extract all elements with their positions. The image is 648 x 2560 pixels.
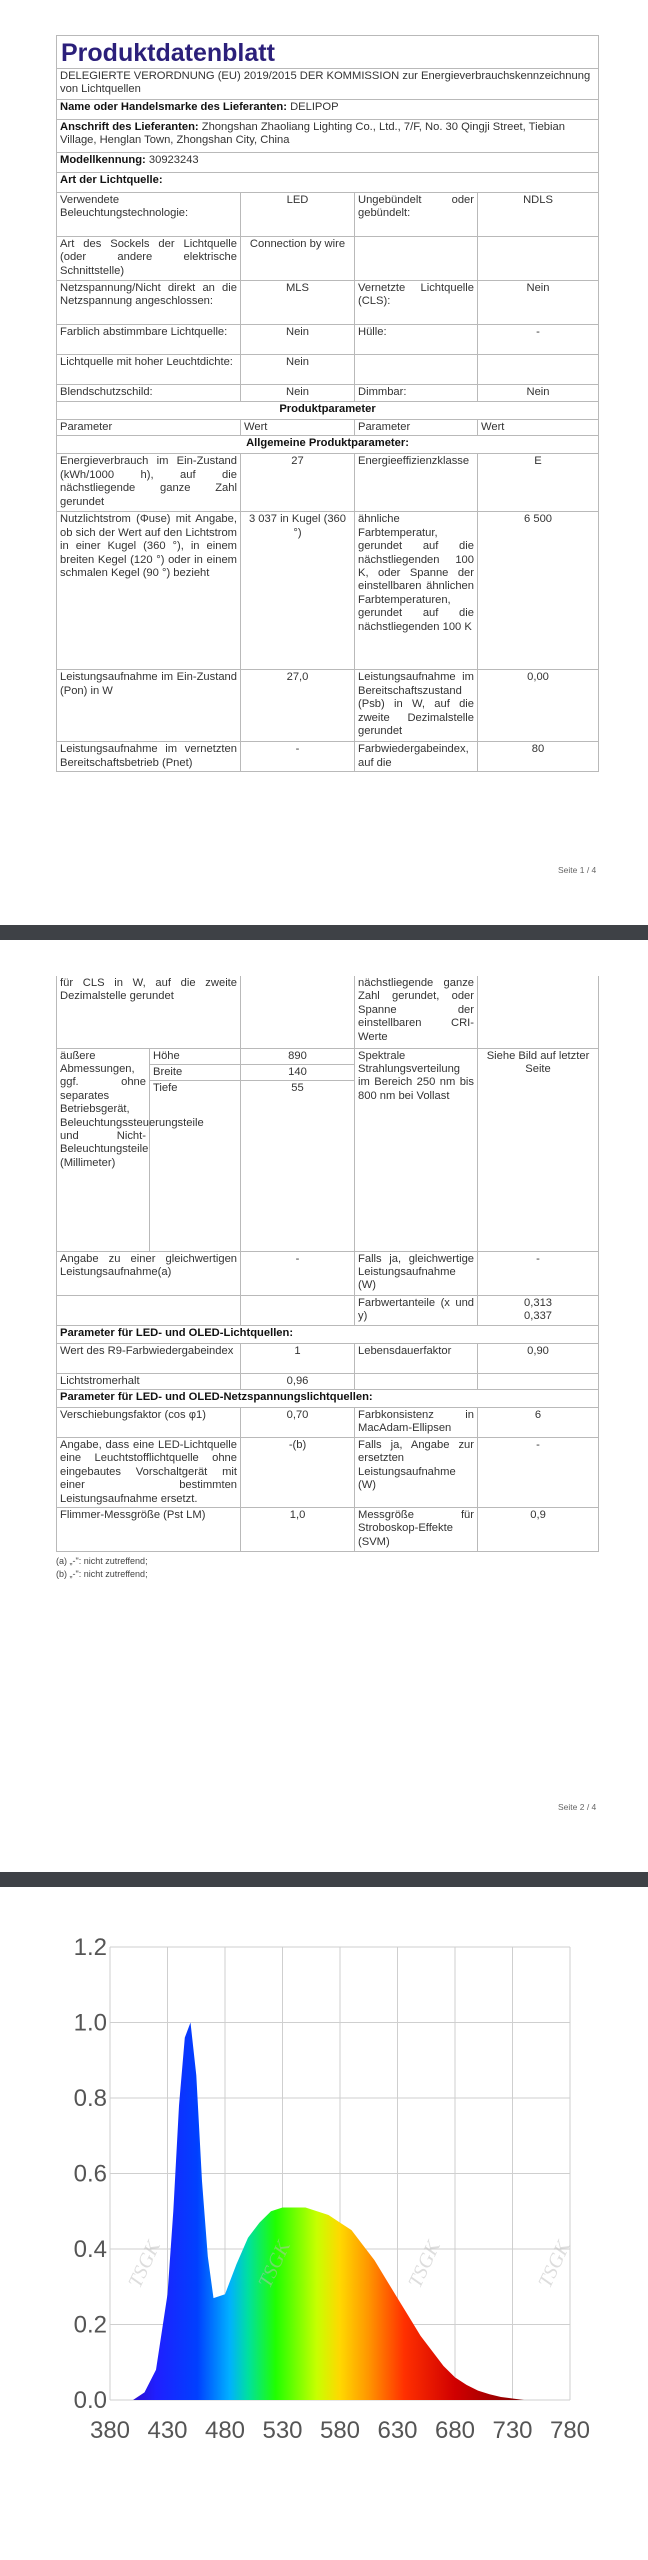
cell-pnet-value: - <box>241 742 355 772</box>
page-separator <box>0 1872 648 1887</box>
cell-life-label: Lebensdauerfaktor <box>355 1343 478 1373</box>
x-tick-label: 780 <box>549 2417 591 2444</box>
cell-highlum-value: Nein <box>241 355 355 385</box>
cell-depth-value: 55 <box>241 1081 355 1251</box>
x-tick-label: 380 <box>89 2417 131 2444</box>
mains-params-heading: Parameter für LED- und OLED-Netzspannungslichtquellen: <box>57 1389 599 1407</box>
cell-cls-value: Nein <box>478 281 599 325</box>
cell-mains-value: MLS <box>241 281 355 325</box>
cell-strobo-label: Messgröße für Stroboskop-Effekte (SVM) <box>355 1507 478 1551</box>
x-tick-label: 630 <box>377 2417 418 2444</box>
cell-dimmable-value: Nein <box>478 385 599 402</box>
address-label: Anschrift des Lieferanten: <box>60 121 199 133</box>
y-tick-label: 0.8 <box>73 2085 107 2112</box>
address-value: Zhongshan Zhaoliang Lighting Co., Ltd., 7/F, No. 30 Qingji Street, Tiebian Village, Henglan Town, Zhongshan City, China <box>60 121 565 147</box>
cell-depth-key: Tiefe <box>150 1081 241 1251</box>
cell-envelope-label: Hülle: <box>355 325 478 355</box>
cell-dims-label: äußere Abmessungen, ggf. ohne separates Betriebsgerät, Beleuchtungssteuerungsteile und Nicht-Beleuchtungsteile (Millimeter) <box>57 1048 150 1251</box>
cell-equiv-value: - <box>241 1251 355 1295</box>
x-tick-label: 480 <box>204 2417 246 2444</box>
cell-flux-label: Nutzlichtstrom (Φuse) mit Angabe, ob sich der Wert auf den Lichtstrom in einer Kugel (360 °), in einem breiten Kegel (120 °) oder in einem schmalen Kegel (90 °) bezieht <box>57 512 241 670</box>
y-axis-ticks <box>74 1934 107 2414</box>
cell-flicker-value: 1,0 <box>241 1507 355 1551</box>
cell-pnet-label: Leistungsaufnahme im vernetzten Bereitschaftsbetrieb (Pnet) <box>57 742 241 772</box>
cell-tunable-value: Nein <box>241 325 355 355</box>
x-tick-label: 580 <box>319 2417 361 2444</box>
y-tick-label: 0.4 <box>73 2236 107 2263</box>
cell-cos-value: 0,70 <box>241 1407 355 1437</box>
cell-fluor-value: -(b) <box>241 1437 355 1507</box>
x-tick-label: 530 <box>262 2417 303 2444</box>
cell-fluor-label: Angabe, dass eine LED-Lichtquelle eine Leuchtstofflichtquelle ohne eingebautes Vorschaltgerät mit einer bestimmten Leistungsaufnahme ersetzt. <box>57 1437 241 1507</box>
cell-empty <box>478 237 599 281</box>
supplier-row <box>57 100 599 120</box>
y-tick-label: 0.0 <box>73 2387 107 2414</box>
cell-lum-value: 0,96 <box>241 1373 355 1389</box>
cell-empty <box>57 1295 241 1325</box>
datasheet-page-1 <box>56 35 598 772</box>
col-header-value: Wert <box>241 420 355 436</box>
datasheet-table-2 <box>56 976 599 1552</box>
cell-empty <box>355 237 478 281</box>
footnote-a: (a) „-": nicht zutreffend; <box>56 1555 148 1566</box>
page-title: Produktdatenblatt <box>57 36 599 69</box>
page-number: Seite 2 / 4 <box>558 1802 597 1812</box>
cell-spectral-value: Siehe Bild auf letzter Seite <box>478 1048 599 1251</box>
cell-equiv2-value: - <box>478 1251 599 1295</box>
supplier-value: DELIPOP <box>290 101 339 113</box>
cell-psb-label: Leistungsaufnahme im Bereitschaftszustand (Psb) in W, auf die zweite Dezimalstelle gerundet <box>355 670 478 742</box>
cell-energy-label: Energieverbrauch im Ein-Zustand (kWh/1000 h), auf die nächstliegende ganze Zahl gerundet <box>57 454 241 512</box>
cell-height-key: Höhe <box>150 1048 241 1064</box>
watermark-text: TSGK <box>404 2237 445 2292</box>
cell-cct-value: 6 500 <box>478 512 599 670</box>
product-params-heading: Produktparameter <box>57 402 599 420</box>
datasheet-page-2 <box>56 976 598 1581</box>
cell-fluor2-label: Falls ja, Angabe zur ersetzten Leistungsaufnahme (W) <box>355 1437 478 1507</box>
x-axis-ticks <box>90 2417 590 2444</box>
footnote-b: (b) „-": nicht zutreffend; <box>56 1568 148 1579</box>
led-params-heading: Parameter für LED- und OLED-Lichtquellen: <box>57 1325 599 1343</box>
cell-tunable-label: Farblich abstimmbare Lichtquelle: <box>57 325 241 355</box>
x-tick-label: 430 <box>147 2417 188 2444</box>
cell-eclass-value: E <box>478 454 599 512</box>
page-number: Seite 1 / 4 <box>558 865 597 875</box>
cell-socket-label: Art des Sockels der Lichtquelle (oder andere elektrische Schnittstelle) <box>57 237 241 281</box>
address-row <box>57 120 599 153</box>
cell-strobo-value: 0,9 <box>478 1507 599 1551</box>
cell-height-value: 890 <box>241 1048 355 1064</box>
cell-technology-label: Verwendete Beleuchtungstechnologie: <box>57 193 241 237</box>
cell-equiv-label: Angabe zu einer gleichwertigen Leistungsaufnahme(a) <box>57 1251 241 1295</box>
y-tick-label: 0.2 <box>73 2311 107 2339</box>
cell-empty <box>478 1373 599 1389</box>
regulation-text: DELEGIERTE VERORDNUNG (EU) 2019/2015 DER KOMMISSION zur Energieverbrauchskennzeichnung von Lichtquellen <box>57 69 599 100</box>
cell-cri-cont: nächstliegende ganze Zahl gerundet, oder Spanne der einstellbaren CRI-Werte <box>355 976 478 1048</box>
cell-width-value: 140 <box>241 1064 355 1080</box>
cell-technology-value: LED <box>241 193 355 237</box>
cell-pnet-cont: für CLS in W, auf die zweite Dezimalstelle gerundet <box>57 976 241 1048</box>
cell-spectral-label: Spektrale Strahlungsverteilung im Bereich 250 nm bis 800 nm bei Vollast <box>355 1048 478 1251</box>
col-header-parameter: Parameter <box>57 420 241 436</box>
cell-equiv2-label: Falls ja, gleichwertige Leistungsaufnahme (W) <box>355 1251 478 1295</box>
cell-cos-label: Verschiebungsfaktor (cos φ1) <box>57 1407 241 1437</box>
spectral-distribution-chart <box>0 1887 648 2560</box>
cell-highlum-label: Lichtquelle mit hoher Leuchtdichte: <box>57 355 241 385</box>
cell-empty <box>241 1295 355 1325</box>
cell-glare-label: Blendschutzschild: <box>57 385 241 402</box>
cell-cri-label: Farbwiedergabeindex, auf die <box>355 742 478 772</box>
cell-envelope-value: - <box>478 325 599 355</box>
cell-r9-label: Wert des R9-Farbwiedergabeindex <box>57 1343 241 1373</box>
general-params-heading: Allgemeine Produktparameter: <box>57 436 599 454</box>
chroma-x: 0,313 <box>524 1296 553 1309</box>
cell-cls-label: Vernetzte Lichtquelle (CLS): <box>355 281 478 325</box>
cell-glare-value: Nein <box>241 385 355 402</box>
model-value: 30923243 <box>148 154 199 166</box>
cell-macadam-label: Farbkonsistenz in MacAdam-Ellipsen <box>355 1407 478 1437</box>
cell-empty <box>355 1373 478 1389</box>
cell-dimmable-label: Dimmbar: <box>355 385 478 402</box>
cell-macadam-value: 6 <box>478 1407 599 1437</box>
cell-socket-value: Connection by wire <box>241 237 355 281</box>
y-tick-label: 1.2 <box>73 1934 107 1961</box>
cell-eclass-label: Energieeffizienzklasse <box>355 454 478 512</box>
page-2 <box>0 940 648 1872</box>
cell-empty <box>478 355 599 385</box>
cell-pon-label: Leistungsaufnahme im Ein-Zustand (Pon) in W <box>57 670 241 742</box>
y-tick-label: 0.6 <box>73 2160 107 2188</box>
page-1 <box>0 0 648 925</box>
lightsource-type-heading: Art der Lichtquelle: <box>57 173 599 193</box>
y-tick-label: 1.0 <box>73 2009 107 2037</box>
cell-pon-value: 27,0 <box>241 670 355 742</box>
cell-psb-value: 0,00 <box>478 670 599 742</box>
chroma-y: 0,337 <box>524 1309 553 1322</box>
x-tick-label: 680 <box>434 2417 476 2444</box>
watermark-text: TSGK <box>534 2237 575 2292</box>
cell-empty <box>241 976 355 1048</box>
cell-empty <box>478 976 599 1048</box>
cell-cct-label: ähnliche Farbtemperatur, gerundet auf die nächstliegenden 100 K, oder Spanne der einstellbaren ähnlichen Farbtemperaturen, gerundet auf die nächstliegenden 100 K <box>355 512 478 670</box>
cell-lum-label: Lichtstromerhalt <box>57 1373 241 1389</box>
cell-r9-value: 1 <box>241 1343 355 1373</box>
col-header-parameter: Parameter <box>355 420 478 436</box>
supplier-label: Name oder Handelsmarke des Lieferanten: <box>60 101 287 113</box>
page-separator <box>0 925 648 940</box>
page-3 <box>0 1887 648 2560</box>
model-row <box>57 153 599 173</box>
col-header-value: Wert <box>478 420 599 436</box>
cell-fluor2-value: - <box>478 1437 599 1507</box>
cell-empty <box>355 355 478 385</box>
datasheet-table-1 <box>56 35 599 772</box>
cell-chroma-label: Farbwertanteile (x und y) <box>355 1295 478 1325</box>
cell-mains-label: Netzspannung/Nicht direkt an die Netzspannung angeschlossen: <box>57 281 241 325</box>
cell-directional-value: NDLS <box>478 193 599 237</box>
spectrum-area <box>133 2023 524 2401</box>
cell-life-value: 0,90 <box>478 1343 599 1373</box>
x-tick-label: 730 <box>492 2417 533 2444</box>
watermark-text: TSGK <box>254 2237 295 2292</box>
cell-chroma-value <box>478 1295 599 1325</box>
cell-width-key: Breite <box>150 1064 241 1080</box>
cell-flux-value: 3 037 in Kugel (360 °) <box>241 512 355 670</box>
watermark-text: TSGK <box>124 2237 165 2292</box>
cell-energy-value: 27 <box>241 454 355 512</box>
cell-flicker-label: Flimmer-Messgröße (Pst LM) <box>57 1507 241 1551</box>
cell-directional-label: Ungebündelt oder gebündelt: <box>355 193 478 237</box>
model-label: Modellkennung: <box>60 154 146 166</box>
cell-cri-value: 80 <box>478 742 599 772</box>
